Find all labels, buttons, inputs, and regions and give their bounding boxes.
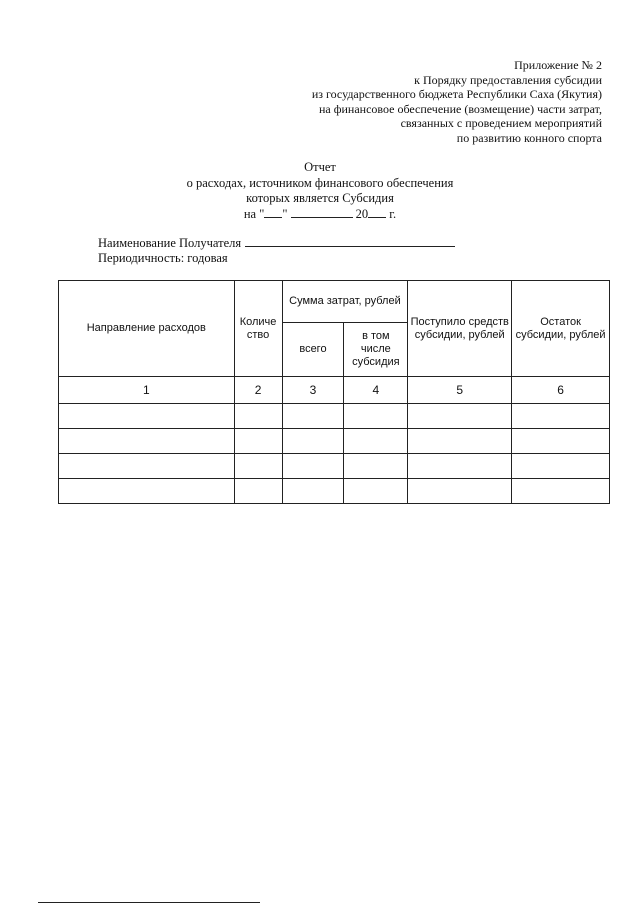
footnote-divider [38, 902, 260, 903]
header-balance: Остаток субсидии, рублей [512, 281, 610, 377]
table-cell[interactable] [282, 454, 344, 479]
appendix-line-4: на финансовое обеспечение (возмещение) части затрат, [318, 101, 602, 116]
recipient-line [98, 236, 455, 251]
recipient-block [98, 236, 455, 266]
table-cell[interactable] [512, 479, 610, 504]
table-cell[interactable] [59, 429, 235, 454]
column-number: 2 [234, 377, 282, 404]
table-cell[interactable] [234, 429, 282, 454]
recipient-label: Наименование Получателя [98, 236, 242, 250]
appendix-line-6: по развитию конного спорта [456, 130, 602, 145]
table-row [59, 454, 610, 479]
table-cell[interactable] [282, 404, 344, 429]
periodicity: Периодичность: годовая [98, 251, 228, 265]
day-blank [264, 207, 282, 218]
header-incl-subsidy: в том числе субсидия [344, 323, 408, 377]
table-cell[interactable] [234, 479, 282, 504]
date-prefix: на " [243, 206, 265, 221]
table-cell[interactable] [344, 404, 408, 429]
table-cell[interactable] [512, 454, 610, 479]
appendix-line-2: к Порядку предоставления субсидии [414, 72, 602, 87]
column-number: 6 [512, 377, 610, 404]
recipient-blank [245, 236, 455, 247]
report-title [120, 160, 520, 222]
year-blank [368, 207, 386, 218]
table-cell[interactable] [408, 454, 512, 479]
appendix-line-1: Приложение № 2 [514, 58, 602, 72]
table-cell[interactable] [344, 479, 408, 504]
table-cell[interactable] [408, 429, 512, 454]
header-quantity: Количе ство [234, 281, 282, 377]
appendix-line-3: из государственного бюджета Республики Саха (Якутия) [311, 87, 602, 102]
report-heading: Отчет [304, 160, 336, 174]
date-year: 20 [355, 206, 369, 221]
table-cell[interactable] [59, 454, 235, 479]
table-cell[interactable] [282, 429, 344, 454]
month-blank [291, 207, 353, 218]
date-suffix: г. [389, 206, 397, 221]
date-mid: " [282, 206, 288, 221]
header-costs: Сумма затрат, рублей [282, 281, 408, 323]
header-total: всего [282, 323, 344, 377]
header-direction: Направление расходов [59, 281, 235, 377]
column-number: 3 [282, 377, 344, 404]
table-row [59, 479, 610, 504]
report-table [58, 280, 610, 504]
table-cell[interactable] [512, 404, 610, 429]
table-cell[interactable] [512, 429, 610, 454]
report-subtitle-1: о расходах, источником финансового обеспечения [186, 175, 454, 190]
table-row [59, 404, 610, 429]
table-cell[interactable] [344, 454, 408, 479]
column-number: 4 [344, 377, 408, 404]
table-cell[interactable] [282, 479, 344, 504]
column-number: 1 [59, 377, 235, 404]
column-numbers-row [59, 377, 610, 404]
appendix-block [312, 58, 602, 146]
table-row [59, 429, 610, 454]
table-cell[interactable] [59, 404, 235, 429]
header-received: Поступило средств субсидии, рублей [408, 281, 512, 377]
table-cell[interactable] [408, 479, 512, 504]
column-number: 5 [408, 377, 512, 404]
table-cell[interactable] [234, 404, 282, 429]
appendix-line-5: связанных с проведением мероприятий [400, 116, 602, 131]
table-cell[interactable] [59, 479, 235, 504]
report-subtitle-2: которых является Субсидия [246, 191, 394, 205]
report-date-line [120, 207, 520, 223]
table-cell[interactable] [234, 454, 282, 479]
table-cell[interactable] [344, 429, 408, 454]
table-cell[interactable] [408, 404, 512, 429]
